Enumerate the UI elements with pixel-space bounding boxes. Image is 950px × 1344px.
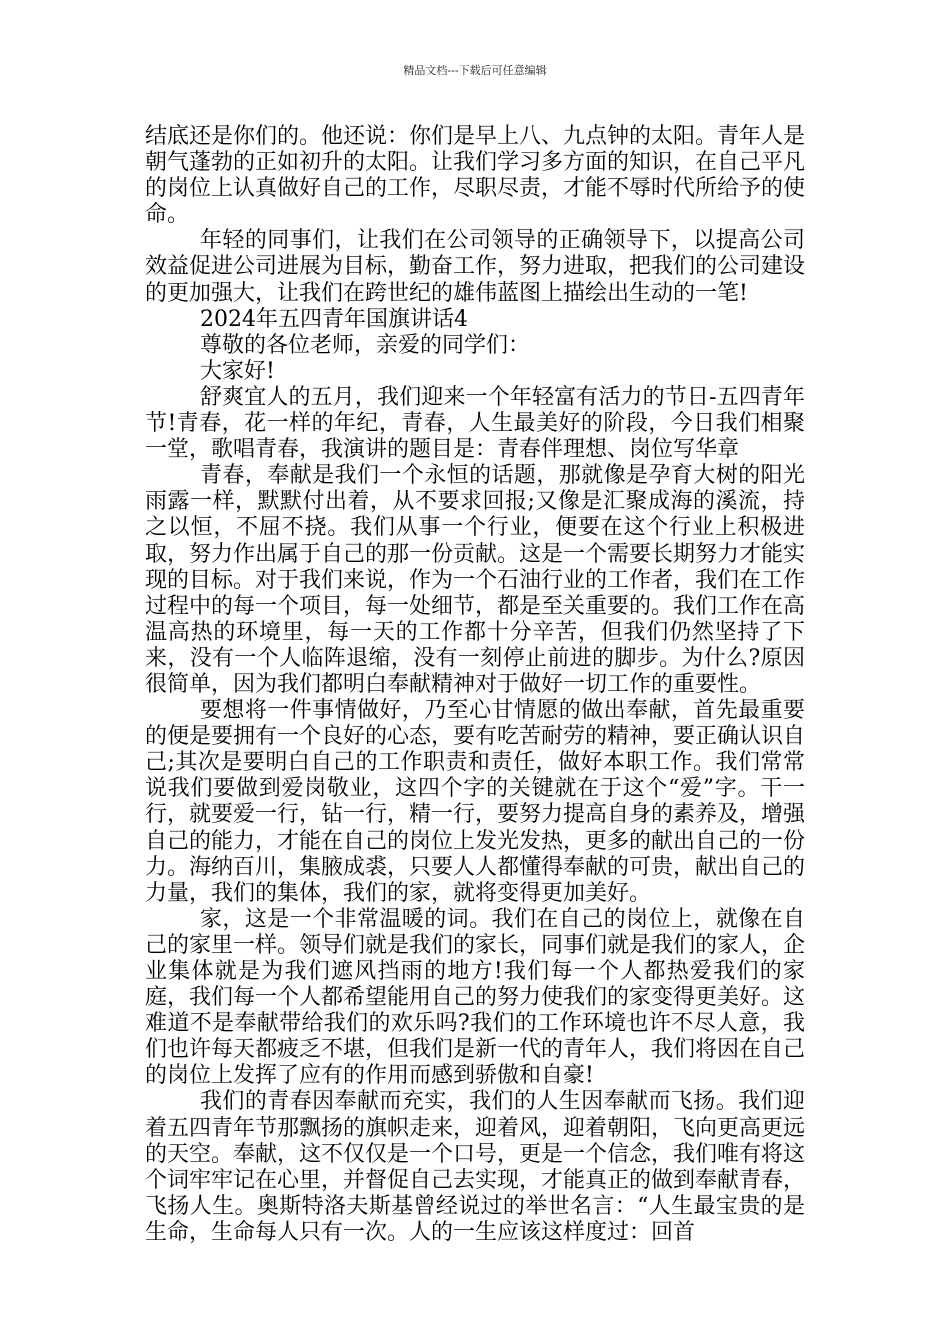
paragraph-9: 家，这是一个非常温暖的词。我们在自己的岗位上，就像在自己的家里一样。领导们就是我们的家长，同事们就是我们的家人，企业集体就是为我们遮风挡雨的地方!我们每一个人都热爱我们的家庭，我们每一个人都希望能用自己的努力使我们的家变得更美好。这难道不是奉献带给我们的欢乐吗?我们的工作环境也许不尽人意，我们也许每天都疲乏不堪，但我们是新一代的青年人，我们将因在自己的岗位上发挥了应有的作用而感到骄傲和自豪! bbox=[145, 906, 806, 1089]
greeting: 大家好! bbox=[200, 358, 275, 384]
paragraph-1: 结底还是你们的。他还说：你们是早上八、九点钟的太阳。青年人是朝气蓬勃的正如初升的太阳。让我们学习多方面的知识，在自己平凡的岗位上认真做好自己的工作，尽职尽责，才能不辱时代所给予的使命。 bbox=[145, 124, 806, 228]
page-header: 精品文档---下载后可任意编辑 bbox=[403, 64, 547, 77]
paragraph-8: 要想将一件事情做好，乃至心甘情愿的做出奉献，首先最重要的便是要拥有一个良好的心态，要有吃苦耐劳的精神，要正确认识自己;其次是要明白自己的工作职责和责任，做好本职工作。我们常常说我们要做到爱岗敬业，这四个字的关键就在于这个“爱”字。干一行，就要爱一行，钻一行，精一行，要努力提高自身的素养及，增强自己的能力，才能在自己的岗位上发光发热，更多的献出自己的一份力。海纳百川，集腋成裘，只要人人都懂得奉献的可贵，献出自己的力量，我们的集体，我们的家，就将变得更加美好。 bbox=[145, 698, 806, 906]
section-heading: 2024年五四青年国旗讲话4 bbox=[200, 306, 468, 332]
document-body bbox=[145, 124, 805, 1246]
paragraph-2: 年轻的同事们，让我们在公司领导的正确领导下，以提高公司效益促进公司进展为目标，勤奋工作，努力进取，把我们的公司建设的更加强大，让我们在跨世纪的雄伟蓝图上描绘出生动的一笔! bbox=[145, 228, 806, 306]
paragraph-6: 舒爽宜人的五月，我们迎来一个年轻富有活力的节日-五四青年节!青春，花一样的年纪，青春，人生最美好的阶段，今日我们相聚一堂，歌唱青春，我演讲的题目是：青春伴理想、岗位写华章 bbox=[145, 384, 805, 463]
paragraph-7: 青春，奉献是我们一个永恒的话题，那就像是孕育大树的阳光雨露一样，默默付出着，从不要求回报;又像是汇聚成海的溪流，持之以恒，不屈不挠。我们从事一个行业，便要在这个行业上积极进取，努力作出属于自己的那一份贡献。这是一个需要长期努力才能实现的目标。对于我们来说，作为一个石油行业的工作者，我们在工作过程中的每一个项目，每一处细节，都是至关重要的。我们工作在高温高热的环境里，每一天的工作都十分辛苦，但我们仍然坚持了下来，没有一个人临阵退缩，没有一刻停止前进的脚步。为什么?原因很简单，因为我们都明白奉献精神对于做好一切工作的重要性。 bbox=[145, 463, 806, 697]
salutation: 尊敬的各位老师，亲爱的同学们： bbox=[200, 332, 531, 358]
paragraph-10: 我们的青春因奉献而充实，我们的人生因奉献而飞扬。我们迎着五四青年节那飘扬的旗帜走来，迎着风，迎着朝阳，飞向更高更远的天空。奉献，这不仅仅是一个口号，更是一个信念，我们唯有将这个词牢牢记在心里，并督促自己去实现，才能真正的做到奉献青春，飞扬人生。奥斯特洛夫斯基曾经说过的举世名言：“人生最宝贵的是生命，生命每人只有一次。人的一生应该这样度过：回首 bbox=[145, 1089, 806, 1245]
